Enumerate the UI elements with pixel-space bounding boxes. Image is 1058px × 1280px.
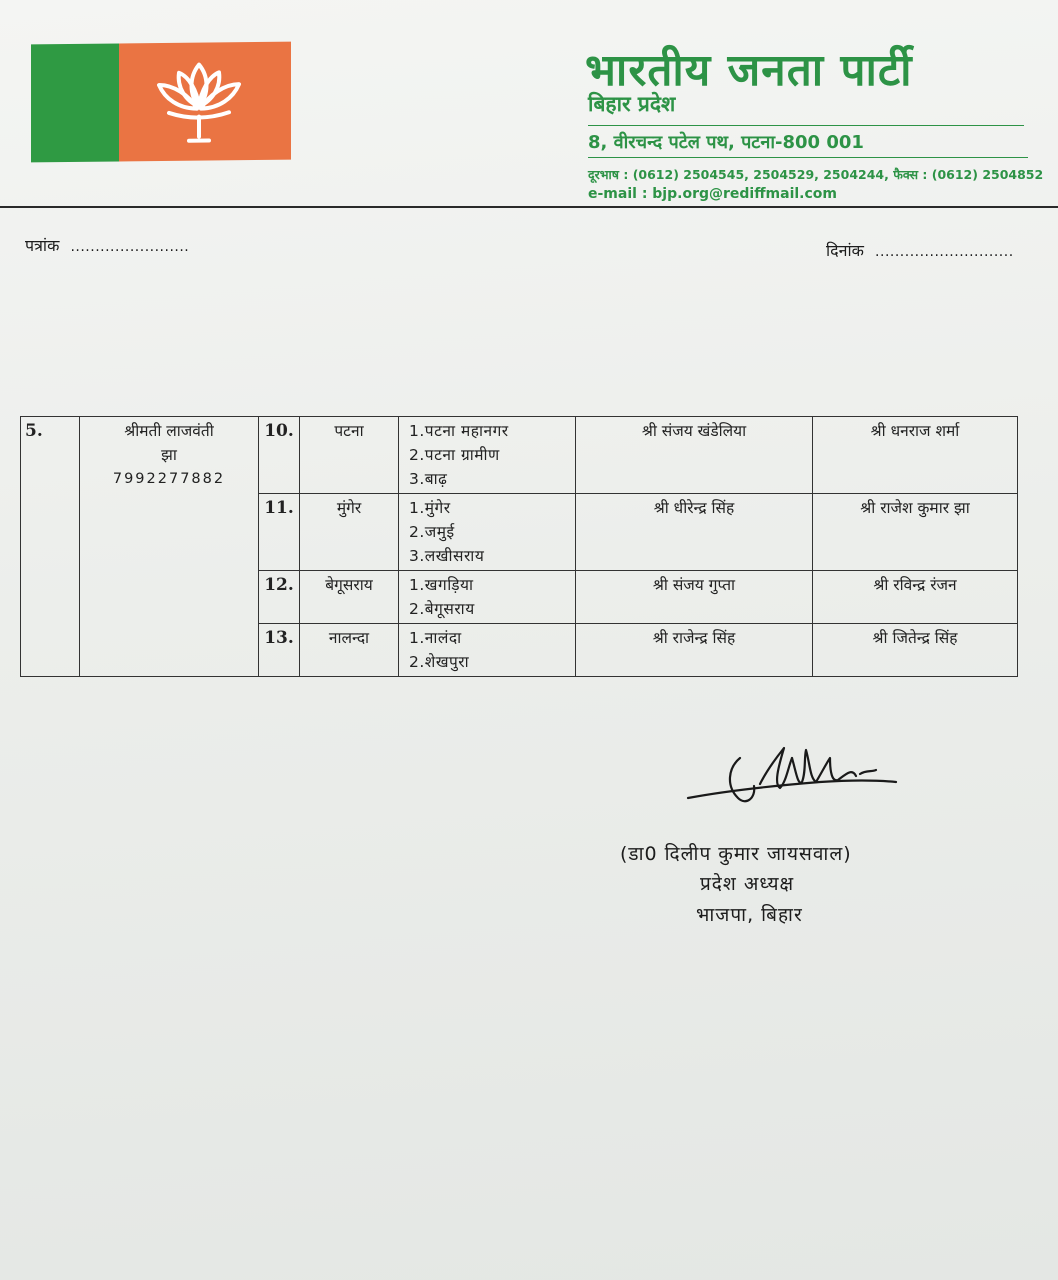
assignment-table: [20, 416, 1018, 677]
table-row: [21, 417, 1018, 494]
zone-name: नालन्दा: [300, 624, 399, 677]
state-name: बिहार प्रदेश: [588, 92, 676, 116]
person-2: श्री रविन्द्र रंजन: [813, 571, 1018, 624]
district-list: [399, 624, 576, 677]
date-blank: ............................: [875, 244, 1014, 260]
person-1: श्री धीरेन्द्र सिंह: [576, 494, 813, 571]
district-item: 3.बाढ़: [409, 470, 448, 488]
person-2: श्री राजेश कुमार झा: [813, 494, 1018, 571]
party-flag-logo: [31, 42, 291, 163]
district-item: 3.लखीसराय: [409, 547, 485, 565]
flag-green-band: [31, 43, 119, 162]
incharge-name-cont: झा: [161, 446, 177, 464]
district-list: [399, 417, 576, 494]
signatory-title: प्रदेश अध्यक्ष: [700, 873, 795, 895]
signatory-organization: भाजपा, बिहार: [696, 904, 803, 926]
divider: [588, 125, 1024, 126]
person-2: श्री धनराज शर्मा: [813, 417, 1018, 494]
zone-name: मुंगेर: [300, 494, 399, 571]
date-label: दिनांक: [826, 241, 864, 260]
district-list: [399, 494, 576, 571]
person-1: श्री संजय खंडेलिया: [576, 417, 813, 494]
district-item: 2.बेगूसराय: [409, 600, 475, 618]
person-1: श्री संजय गुप्ता: [576, 571, 813, 624]
district-item: 1.पटना महानगर: [409, 422, 509, 440]
district-item: 1.मुंगेर: [409, 499, 451, 517]
incharge-cell: [80, 417, 259, 677]
district-item: 1.नालंदा: [409, 629, 462, 647]
person-1: श्री राजेन्द्र सिंह: [576, 624, 813, 677]
incharge-name: श्रीमती लाजवंती: [124, 422, 214, 440]
district-item: 1.खगड़िया: [409, 576, 474, 594]
person-2: श्री जितेन्द्र सिंह: [813, 624, 1018, 677]
district-item: 2.शेखपुरा: [409, 653, 470, 671]
header-rule: [0, 206, 1058, 208]
zone-name: पटना: [300, 417, 399, 494]
reference-label: पत्रांक: [25, 236, 60, 255]
district-item: 2.पटना ग्रामीण: [409, 446, 500, 464]
incharge-phone: 7992277882: [112, 471, 226, 487]
reference-blank: ........................: [70, 239, 190, 255]
party-name: भारतीय जनता पार्टी: [585, 45, 913, 96]
zone-name: बेगूसराय: [300, 571, 399, 624]
email: e-mail : bjp.org@rediffmail.com: [588, 186, 838, 202]
district-list: [399, 571, 576, 624]
zone-number: 11.: [259, 494, 300, 571]
signatory-name: (डा0 दिलीप कुमार जायसवाल): [620, 843, 852, 865]
handwritten-signature: [680, 728, 910, 818]
flag-saffron-band: [119, 42, 291, 162]
date-field: [826, 239, 1014, 261]
address: 8, वीरचन्द पटेल पथ, पटना-800 001: [588, 132, 864, 153]
serial-number-cell: 5.: [21, 417, 80, 677]
reference-number: [25, 234, 189, 256]
phone-fax: दूरभाष : (0612) 2504545, 2504529, 2504244, फैक्स : (0612) 2504852: [588, 167, 1044, 182]
zone-number: 12.: [259, 571, 300, 624]
zone-number: 10.: [259, 417, 300, 494]
divider: [588, 157, 1028, 158]
district-item: 2.जमुई: [409, 523, 455, 541]
zone-number: 13.: [259, 624, 300, 677]
lotus-icon: [149, 56, 249, 147]
